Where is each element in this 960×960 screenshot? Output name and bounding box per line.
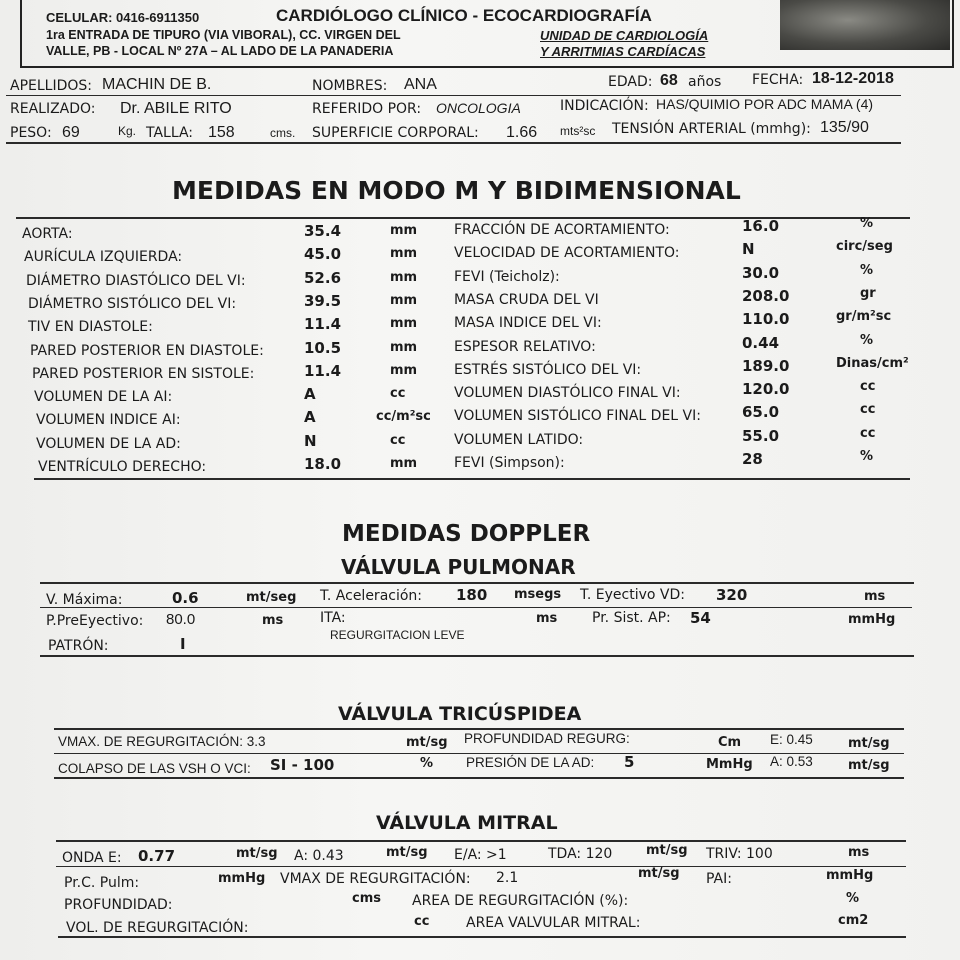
specialty-text: CARDIÓLOGO CLÍNICO - ECOCARDIOGRAFÍA bbox=[276, 6, 652, 25]
mit-a-unit: mt/sg bbox=[386, 845, 428, 860]
mmode-left-unit: cc/m²sc bbox=[376, 409, 431, 424]
pulm-ita-label: ITA: bbox=[320, 610, 346, 626]
superficie-value: 1.66 bbox=[506, 124, 538, 141]
tric-pres-label: PRESIÓN DE LA AD: bbox=[466, 755, 595, 770]
apellidos-label: APELLIDOS: bbox=[10, 78, 92, 94]
pulm-note: REGURGITACION LEVE bbox=[330, 628, 465, 642]
mmode-left-value: 18.0 bbox=[304, 455, 342, 473]
doppler-title: MEDIDAS DOPPLER bbox=[342, 521, 591, 547]
peso-unit: Kg. bbox=[118, 124, 137, 138]
mmode-right-unit: Dinas/cm² bbox=[836, 356, 909, 371]
mmode-right-label: VOLUMEN LATIDO: bbox=[454, 432, 584, 448]
tric-colapso-unit: % bbox=[420, 756, 434, 771]
mitral-line-2 bbox=[56, 866, 906, 867]
talla-value: 158 bbox=[208, 124, 235, 141]
mit-vmaxr-value: 2.1 bbox=[496, 870, 519, 886]
mmode-left-value: N bbox=[304, 432, 317, 450]
mmode-right-unit: % bbox=[860, 449, 874, 464]
pulm-vmax-label: V. Máxima: bbox=[46, 592, 123, 608]
pulm-psap-value: 54 bbox=[690, 609, 711, 627]
mit-ondae-unit: mt/sg bbox=[236, 846, 278, 861]
mmode-right-label: FEVI (Simpson): bbox=[454, 455, 565, 471]
mmode-left-value: 10.5 bbox=[304, 339, 342, 357]
mmode-right-unit: % bbox=[860, 263, 874, 278]
mit-areaval-unit: cm2 bbox=[838, 913, 869, 928]
tric-vmax-unit: mt/sg bbox=[406, 735, 448, 750]
mmode-right-unit: gr/m²sc bbox=[836, 309, 892, 324]
pulm-tacel-value: 180 bbox=[456, 586, 488, 604]
mmode-right-value: 0.44 bbox=[742, 334, 780, 352]
pulmonar-line-3 bbox=[40, 655, 914, 657]
mmode-left-unit: cc bbox=[390, 433, 406, 448]
pulm-psap-unit: mmHg bbox=[848, 612, 896, 627]
mmode-left-value: 39.5 bbox=[304, 292, 342, 310]
mit-prof-label: PROFUNDIDAD: bbox=[64, 897, 173, 913]
mmode-left-label: DIÁMETRO SISTÓLICO DEL VI: bbox=[28, 296, 237, 312]
tric-prof-label: PROFUNDIDAD REGURG: bbox=[464, 731, 630, 746]
pulm-psap-label: Pr. Sist. AP: bbox=[592, 610, 671, 626]
fecha-label: FECHA: bbox=[752, 72, 804, 88]
pulm-tacel-unit: msegs bbox=[514, 587, 562, 602]
superficie-label: SUPERFICIE CORPORAL: bbox=[312, 125, 479, 141]
mmode-right-unit: % bbox=[860, 333, 874, 348]
mmode-right-value: 55.0 bbox=[742, 427, 780, 445]
mmode-left-label: PARED POSTERIOR EN DIASTOLE: bbox=[30, 343, 264, 359]
mmode-right-value: N bbox=[742, 240, 755, 258]
pulm-vmax-unit: mt/seg bbox=[246, 590, 297, 605]
logo-photo bbox=[780, 0, 950, 50]
mmode-right-label: VELOCIDAD DE ACORTAMIENTO: bbox=[454, 245, 680, 261]
mmode-left-label: VENTRÍCULO DERECHO: bbox=[38, 459, 207, 475]
patient-line-2 bbox=[6, 142, 901, 144]
mmode-left-label: VOLUMEN INDICE AI: bbox=[36, 412, 181, 428]
unit-line-1: UNIDAD DE CARDIOLOGÍA bbox=[540, 28, 709, 43]
mit-pai-label: PAI: bbox=[706, 871, 732, 887]
pulmonar-line-2 bbox=[40, 607, 912, 608]
mmode-left-unit: cc bbox=[390, 386, 406, 401]
mmode-bottom-line bbox=[34, 478, 910, 480]
tric-line-1 bbox=[54, 728, 904, 730]
mmode-left-unit: mm bbox=[390, 340, 418, 355]
apellidos-value: MACHIN DE B. bbox=[102, 76, 212, 93]
mit-areareg-label: AREA DE REGURGITACIÓN (%): bbox=[412, 893, 629, 909]
mmode-left-value: A bbox=[304, 385, 316, 403]
mmode-right-label: MASA INDICE DEL VI: bbox=[454, 315, 602, 331]
mit-vmaxr-unit: mt/sg bbox=[638, 866, 680, 881]
mmode-right-label: ESPESOR RELATIVO: bbox=[454, 339, 596, 355]
edad-label: EDAD: bbox=[608, 74, 653, 90]
tension-value: 135/90 bbox=[820, 119, 869, 136]
tricuspidea-title: VÁLVULA TRICÚSPIDEA bbox=[338, 703, 582, 725]
mit-tda-unit: mt/sg bbox=[646, 843, 688, 858]
mmode-right-unit: cc bbox=[860, 402, 876, 417]
mmode-right-label: VOLUMEN SISTÓLICO FINAL DEL VI: bbox=[454, 408, 701, 424]
talla-unit: cms. bbox=[270, 126, 296, 140]
edad-unit: años bbox=[688, 74, 722, 90]
mit-vol-unit: cc bbox=[414, 914, 430, 929]
mmode-right-value: 16.0 bbox=[742, 217, 780, 235]
unit-line-2: Y ARRITMIAS CARDÍACAS bbox=[540, 44, 706, 59]
pulm-vmax-value: 0.6 bbox=[172, 589, 199, 607]
pulm-tey-value: 320 bbox=[716, 586, 748, 604]
mit-tda-label: TDA: 120 bbox=[548, 846, 613, 862]
mmode-left-label: PARED POSTERIOR EN SISTOLE: bbox=[32, 366, 255, 382]
peso-label: PESO: bbox=[10, 125, 52, 141]
mit-areareg-unit: % bbox=[846, 891, 860, 906]
talla-label: TALLA: bbox=[146, 125, 194, 141]
mmode-left-unit: mm bbox=[390, 316, 418, 331]
mitral-line-3 bbox=[58, 936, 906, 938]
mit-vmaxr-label: VMAX DE REGURGITACIÓN: bbox=[280, 871, 471, 887]
address-line-1: 1ra ENTRADA DE TIPURO (VIA VIBORAL), CC. VIRGEN DEL bbox=[46, 28, 401, 42]
mmode-right-value: 30.0 bbox=[742, 264, 780, 282]
tric-prof-unit: Cm bbox=[718, 735, 742, 750]
mit-vol-label: VOL. DE REGURGITACIÓN: bbox=[66, 920, 249, 936]
mmode-left-label: AORTA: bbox=[22, 226, 73, 242]
tension-label: TENSIÓN ARTERIAL (mmhg): bbox=[612, 121, 811, 137]
referido-label: REFERIDO POR: bbox=[312, 101, 422, 117]
mmode-left-label: AURÍCULA IZQUIERDA: bbox=[24, 249, 183, 265]
mit-triv-unit: ms bbox=[848, 845, 870, 860]
mmode-left-label: TIV EN DIASTOLE: bbox=[28, 319, 153, 335]
mit-pai-unit: mmHg bbox=[826, 868, 874, 883]
mmode-right-value: 110.0 bbox=[742, 310, 790, 328]
mitral-title: VÁLVULA MITRAL bbox=[376, 812, 558, 834]
mmode-left-label: DIÁMETRO DIASTÓLICO DEL VI: bbox=[26, 273, 246, 289]
mmode-left-value: A bbox=[304, 408, 316, 426]
mmode-left-value: 35.4 bbox=[304, 222, 342, 240]
pulm-ppre-label: P.PreEyectivo: bbox=[46, 613, 144, 629]
edad-value: 68 bbox=[660, 72, 678, 89]
tric-a-label: A: 0.53 bbox=[770, 754, 813, 769]
indicacion-label: INDICACIÓN: bbox=[560, 98, 649, 114]
mit-areaval-label: AREA VALVULAR MITRAL: bbox=[466, 915, 641, 931]
phone-text: CELULAR: 0416-6911350 bbox=[46, 10, 200, 25]
mmode-left-value: 11.4 bbox=[304, 315, 342, 333]
pulm-ita-unit: ms bbox=[536, 611, 558, 626]
pulmonar-title: VÁLVULA PULMONAR bbox=[341, 555, 576, 579]
mmode-right-label: FEVI (Teicholz): bbox=[454, 269, 560, 285]
mitral-line-1 bbox=[56, 840, 906, 842]
pulm-ppre-unit: ms bbox=[262, 613, 284, 628]
mit-prc-label: Pr.C. Pulm: bbox=[64, 875, 140, 891]
pulm-ppre-value: 80.0 bbox=[166, 611, 196, 628]
mmode-right-value: 189.0 bbox=[742, 357, 790, 375]
pulmonar-line-1 bbox=[40, 582, 914, 584]
mmode-left-unit: mm bbox=[390, 293, 418, 308]
mmode-right-label: MASA CRUDA DEL VI bbox=[454, 292, 599, 308]
tric-a-unit: mt/sg bbox=[848, 758, 890, 773]
mit-a-label: A: 0.43 bbox=[294, 848, 344, 864]
realizado-value: Dr. ABILE RITO bbox=[120, 100, 232, 117]
tric-colapso-label: COLAPSO DE LAS VSH O VCI: bbox=[58, 761, 251, 776]
mit-ea-label: E/A: >1 bbox=[454, 847, 507, 863]
mmode-right-unit: % bbox=[860, 216, 874, 231]
mmode-title: MEDIDAS EN MODO M Y BIDIMENSIONAL bbox=[172, 176, 741, 205]
mmode-right-unit: cc bbox=[860, 379, 876, 394]
tric-colapso-value: SI - 100 bbox=[270, 756, 335, 774]
mit-triv-label: TRIV: 100 bbox=[706, 846, 773, 862]
pulm-tey-unit: ms bbox=[864, 589, 886, 604]
superficie-unit: mts²sc bbox=[560, 124, 596, 138]
mmode-left-label: VOLUMEN DE LA AD: bbox=[36, 436, 181, 452]
mmode-left-unit: mm bbox=[390, 270, 418, 285]
tric-e-label: E: 0.45 bbox=[770, 732, 813, 747]
mmode-left-value: 11.4 bbox=[304, 362, 342, 380]
pulm-tey-label: T. Eyectivo VD: bbox=[580, 587, 685, 603]
tric-vmax-label: VMAX. DE REGURGITACIÓN: 3.3 bbox=[58, 734, 266, 749]
tric-line-3 bbox=[54, 777, 904, 779]
mmode-right-unit: cc bbox=[860, 426, 876, 441]
mmode-right-label: FRACCIÓN DE ACORTAMIENTO: bbox=[454, 222, 670, 238]
pulm-tacel-label: T. Aceleración: bbox=[320, 588, 423, 604]
mmode-left-value: 52.6 bbox=[304, 269, 342, 287]
mmode-right-value: 28 bbox=[742, 450, 763, 468]
mmode-left-value: 45.0 bbox=[304, 245, 342, 263]
mmode-right-value: 120.0 bbox=[742, 380, 790, 398]
mmode-right-unit: gr bbox=[860, 286, 876, 301]
referido-value: ONCOLOGIA bbox=[436, 100, 521, 116]
mit-ondae-label: ONDA E: bbox=[62, 850, 122, 866]
mmode-right-label: ESTRÉS SISTÓLICO DEL VI: bbox=[454, 362, 642, 378]
mmode-right-value: 208.0 bbox=[742, 287, 790, 305]
mmode-left-unit: mm bbox=[390, 456, 418, 471]
tric-pres-unit: MmHg bbox=[706, 757, 753, 772]
nombres-label: NOMBRES: bbox=[312, 78, 388, 94]
mit-prof-unit: cms bbox=[352, 891, 381, 906]
mmode-right-label: VOLUMEN DIASTÓLICO FINAL VI: bbox=[454, 385, 681, 401]
address-line-2: VALLE, PB - LOCAL Nº 27A – AL LADO DE LA PANADERIA bbox=[46, 44, 394, 58]
mmode-left-unit: mm bbox=[390, 246, 418, 261]
nombres-value: ANA bbox=[404, 76, 437, 93]
tric-e-unit: mt/sg bbox=[848, 736, 890, 751]
mit-ondae-value: 0.77 bbox=[138, 847, 176, 865]
mit-prc-unit: mmHg bbox=[218, 871, 266, 886]
mmode-left-label: VOLUMEN DE LA AI: bbox=[34, 389, 173, 405]
realizado-label: REALIZADO: bbox=[10, 101, 96, 117]
mmode-left-unit: mm bbox=[390, 223, 418, 238]
fecha-value: 18-12-2018 bbox=[812, 70, 894, 87]
pulm-patron-value: I bbox=[180, 635, 186, 653]
peso-value: 69 bbox=[62, 124, 80, 141]
indicacion-value: HAS/QUIMIO POR ADC MAMA (4) bbox=[656, 96, 874, 112]
pulm-patron-label: PATRÓN: bbox=[48, 638, 109, 654]
mmode-right-value: 65.0 bbox=[742, 403, 780, 421]
mmode-left-unit: mm bbox=[390, 363, 418, 378]
tric-pres-value: 5 bbox=[624, 753, 635, 771]
mmode-right-unit: circ/seg bbox=[836, 239, 893, 254]
